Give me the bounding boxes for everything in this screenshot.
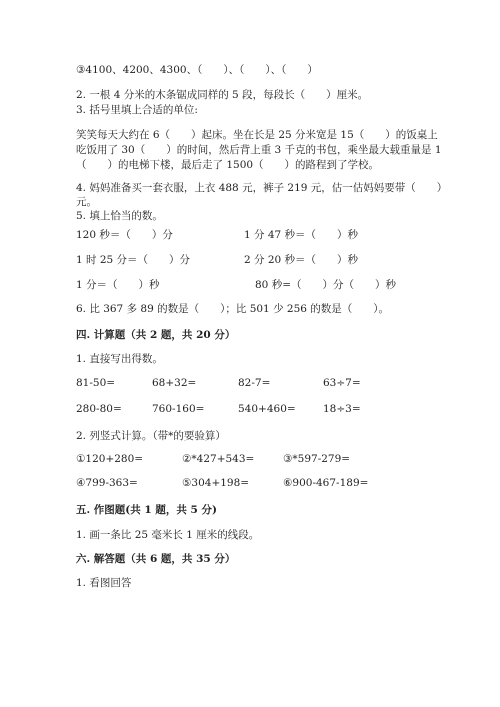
s4-q2-r2-c3: ⑥900-467-189= xyxy=(283,477,369,489)
s4-q2-r1-c2: ②*427+543= xyxy=(182,453,255,465)
s4-q1-r2-c2: 760-160= xyxy=(152,403,205,415)
section-6-heading: 六. 解答题（共 6 题，共 35 分） xyxy=(76,553,236,565)
s4-q1-r2-c4: 18÷3= xyxy=(323,403,361,415)
s4-q1-r1-c4: 63÷7= xyxy=(323,377,361,389)
s4-q1-r1-c1: 81-50= xyxy=(76,377,116,389)
s4-q2-r1-c1: ①120+280= xyxy=(76,453,144,465)
s4-q2-r2-c2: ⑤304+198= xyxy=(182,477,250,489)
s4-q1-r2-c3: 540+460= xyxy=(238,403,296,415)
q5-row3-left: 1 分＝（ ）秒 xyxy=(76,279,160,291)
section-5-heading: 五. 作图题(共 1 题，共 5 分) xyxy=(76,504,217,516)
s4-q2-r1-c3: ③*597-279= xyxy=(283,453,351,465)
question-3-line-2: 吃饭用了 30（ ）的时间，然后背上重 3 千克的书包，乘坐最大载重量是 1 xyxy=(76,144,442,156)
question-4-line-1: 4. 妈妈准备买一套衣服，上衣 488 元，裤子 219 元，估一估妈妈要带（ ） xyxy=(76,182,448,194)
s4-q2-title: 2. 列竖式计算。（带*的要验算） xyxy=(76,430,226,442)
q2-item-3: ③4100、4200、4300、（ ）、（ ）、（ ） xyxy=(76,64,318,76)
section-4-heading: 四. 计算题（共 2 题，共 20 分） xyxy=(76,329,236,341)
question-2: 2. 一根 4 分米的木条锯成同样的 5 段，每段长（ ）厘米。 xyxy=(76,89,369,101)
question-3-title: 3. 括号里填上合适的单位: xyxy=(76,104,198,116)
s5-q1: 1. 画一条比 25 毫米长 1 厘米的线段。 xyxy=(76,529,260,541)
question-3-line-1: 笑笑每天大约在 6（ ）起床。坐在长是 25 分米宽是 15（ ）的饭桌上 xyxy=(76,129,438,141)
q5-row2-left: 1 时 25 分＝（ ）分 xyxy=(76,254,191,266)
q5-row1-right: 1 分 47 秒＝（ ）秒 xyxy=(244,229,359,241)
s4-q2-r2-c1: ④799-363= xyxy=(76,477,138,489)
question-6: 6. 比 367 多 89 的数是（ ）；比 501 少 256 的数是（ ）。 xyxy=(76,303,390,315)
question-3-line-3: （ ）的电梯下楼，最后走了 1500（ ）的路程到了学校。 xyxy=(76,159,380,171)
s6-q1: 1. 看图回答 xyxy=(76,577,132,589)
s4-q1-r1-c2: 68+32= xyxy=(152,377,197,389)
question-5-title: 5. 填上恰当的数。 xyxy=(76,210,163,222)
s4-q1-r2-c1: 280-80= xyxy=(76,403,122,415)
q5-row1-left: 120 秒＝（ ）分 xyxy=(76,229,173,241)
s4-q1-r1-c3: 82-7= xyxy=(238,377,271,389)
s4-q1-title: 1. 直接写出得数。 xyxy=(76,353,163,365)
question-4-line-2: 元。 xyxy=(76,196,97,208)
q5-row3-right: 80 秒=（ ）分（ ）秒 xyxy=(255,279,396,291)
q5-row2-right: 2 分 20 秒＝（ ）秒 xyxy=(244,254,359,266)
